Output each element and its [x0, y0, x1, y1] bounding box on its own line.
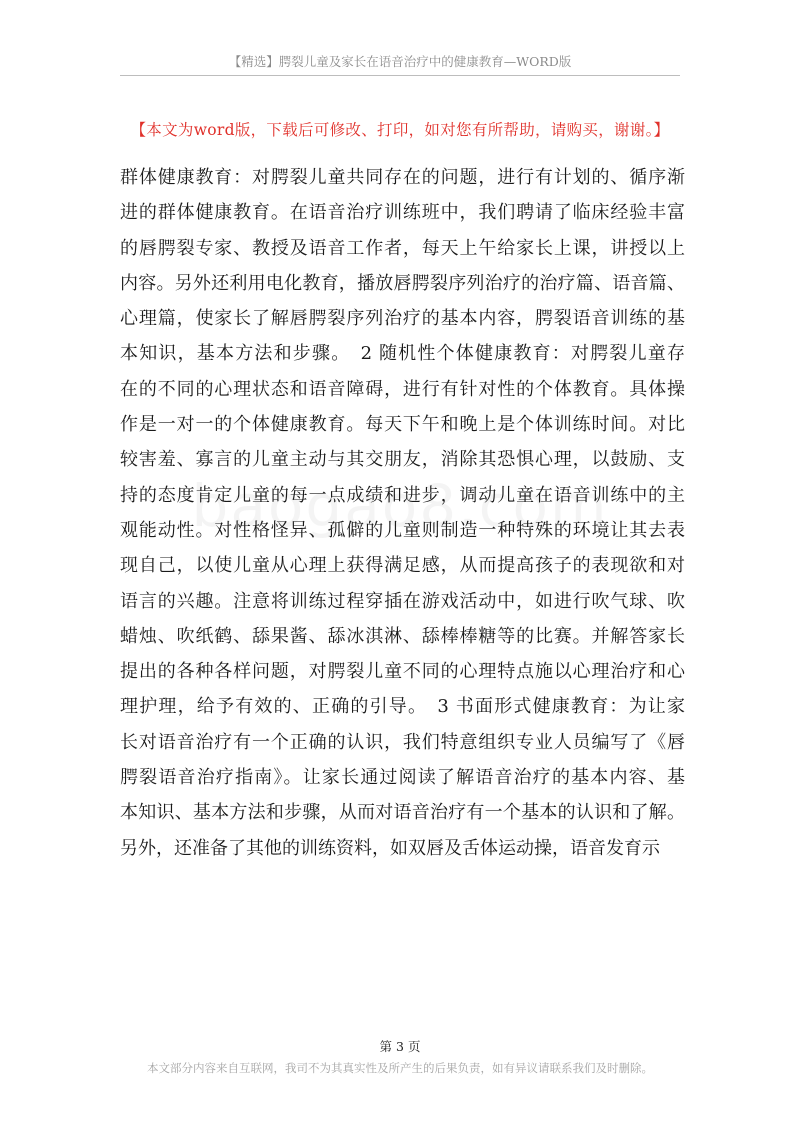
body-text-line: 较害羞、寡言的儿童主动与其交朋友，消除其恐惧心理，以鼓励、支 — [120, 449, 685, 471]
body-text-line: 心理篇，使家长了解唇腭裂序列治疗的基本内容，腭裂语音训练的基 — [120, 308, 685, 330]
footer-disclaimer: 本文部分内容来自互联网，我司不为其真实性及所产生的后果负责，如有异议请联系我们及时删除。 — [147, 1061, 653, 1075]
page-header-title: 【精选】腭裂儿童及家长在语音治疗中的健康教育—WORD版 — [228, 54, 572, 69]
header-divider — [120, 75, 680, 76]
body-text-line: 作是一对一的个体健康教育。每天下午和晚上是个体训练时间。对比 — [120, 414, 685, 436]
download-notice: 【本文为word版，下载后可修改、打印，如对您有所帮助，请购买，谢谢。】 — [130, 121, 670, 139]
body-text-line: 本知识，基本方法和步骤。 2 随机性个体健康教育：对腭裂儿童存 — [120, 343, 685, 365]
body-text-line: 群体健康教育：对腭裂儿童共同存在的问题，进行有计划的、循序渐 — [120, 167, 685, 188]
page-number: 第 3 页 — [379, 1039, 421, 1054]
body-text-line: 长对语音治疗有一个正确的认识，我们特意组织专业人员编写了《唇 — [120, 731, 685, 753]
body-text-line: 理护理，给予有效的、正确的引导。 3 书面形式健康教育：为让家 — [120, 696, 685, 718]
body-text-line: 本知识、基本方法和步骤，从而对语音治疗有一个基本的认识和了解。 — [120, 802, 685, 824]
body-text-line: 观能动性。对性格怪异、孤僻的儿童则制造一种特殊的环境让其去表 — [120, 519, 685, 541]
document-body — [120, 160, 685, 866]
body-text-line: 腭裂语音治疗指南》。让家长通过阅读了解语音治疗的基本内容、基 — [120, 767, 685, 789]
body-text-line: 现自己，以使儿童从心理上获得满足感，从而提高孩子的表现欲和对 — [120, 555, 685, 577]
body-text-line: 内容。另外还利用电化教育，播放唇腭裂序列治疗的治疗篇、语音篇、 — [120, 272, 685, 294]
body-text-line: 蜡烛、吹纸鹤、舔果酱、舔冰淇淋、舔棒棒糖等的比赛。并解答家长 — [120, 625, 685, 647]
body-text-line: 在的不同的心理状态和语音障碍，进行有针对性的个体教育。具体操 — [120, 378, 685, 400]
body-text-line: 持的态度肯定儿童的每一点成绩和进步，调动儿童在语音训练中的主 — [120, 484, 685, 506]
body-text-line: 的唇腭裂专家、教授及语音工作者，每天上午给家长上课，讲授以上 — [120, 237, 685, 259]
body-text-line: 语言的兴趣。注意将训练过程穿插在游戏活动中，如进行吹气球、吹 — [120, 590, 685, 612]
body-text-line: 进的群体健康教育。在语音治疗训练班中，我们聘请了临床经验丰富 — [120, 202, 685, 224]
body-text-line: 另外，还准备了其他的训练资料，如双唇及舌体运动操，语音发育示 — [120, 837, 660, 859]
body-text-line: 提出的各种各样问题，对腭裂儿童不同的心理特点施以心理治疗和心 — [120, 661, 685, 683]
